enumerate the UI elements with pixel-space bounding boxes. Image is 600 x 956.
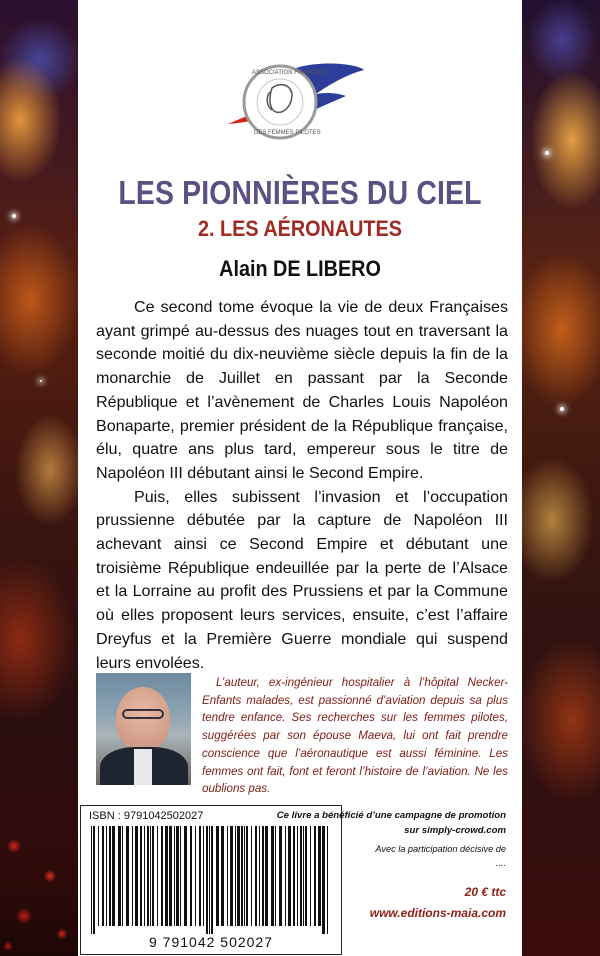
star-decoration [560, 407, 564, 411]
poppy-field [0, 806, 78, 956]
promo-line-1: Ce livre a bénéficié d’une campagne de promotion [276, 810, 506, 821]
participation-dots: .... [495, 858, 506, 868]
cosmic-background-right [522, 0, 600, 956]
promo-note [276, 808, 506, 838]
blurb-paragraph: Puis, elles subissent l’invasion et l’occupation prussienne débutée par la capture de Napoléon III achevant ainsi ce Second Empire et débutant une troisième République endeuillée par la perte de l’Alsace et la Lorraine au profit des Prussiens et par la Commune où elles proposent leurs services, ensuite, c’est l’affaire Dreyfus et la Première Guerre mondiale qui suspend leurs envolées. [96, 487, 508, 672]
association-logo [226, 62, 366, 144]
cosmic-background-left [0, 0, 78, 956]
author-photo [96, 673, 191, 785]
author-bio [202, 674, 508, 798]
star-decoration [40, 380, 42, 382]
publisher-website: www.editions-maia.com [369, 906, 506, 920]
back-cover-panel [78, 0, 522, 956]
participation-text: Avec la participation décisive de [375, 844, 506, 854]
author-name: Alain DE LIBERO [219, 256, 381, 281]
book-title: LES PIONNIÈRES DU CIEL [118, 174, 482, 211]
blurb [96, 296, 508, 675]
star-decoration [545, 151, 549, 155]
isbn-label: ISBN : 9791042502027 [89, 810, 204, 822]
price: 20 € ttc [464, 885, 506, 899]
star-decoration [12, 214, 16, 218]
participation-note [276, 842, 506, 870]
book-subtitle: 2. LES AÉRONAUTES [198, 216, 402, 241]
logo-text-bottom: DES FEMMES PILOTES [254, 130, 321, 136]
bio-text: L’auteur, ex-ingénieur hospitalier à l’hôpital Necker-Enfants malades, est passionné d’aviation depuis sa plus tendre enfance. Ses recherches sur les femmes pilotes, suggérées par son épouse Maeva, lui ont fait prendre conscience que l’aéronautique est aussi féminine. Les femmes ont fait, font et feront l’histoire de l’aviation. Ne les oublions pas. [202, 676, 508, 796]
barcode-number: 9 791042 502027 [149, 934, 273, 950]
logo-text-top: ASSOCIATION FRANÇAISE [252, 70, 329, 76]
blurb-paragraph: Ce second tome évoque la vie de deux Françaises ayant grimpé au-dessus des nuages tout en traversant la seconde moitié du dix-neuvième siècle depuis la fin de la monarchie de Juillet en passant par la Seconde République et l’avènement de Charles Louis Napoléon Bonaparte, premier président de la République française, élu, quatre ans plus tard, empereur sous le titre de Napoléon III débutant ainsi le Second Empire. [96, 298, 508, 482]
promo-line-2: sur simply-crowd.com [404, 825, 506, 836]
